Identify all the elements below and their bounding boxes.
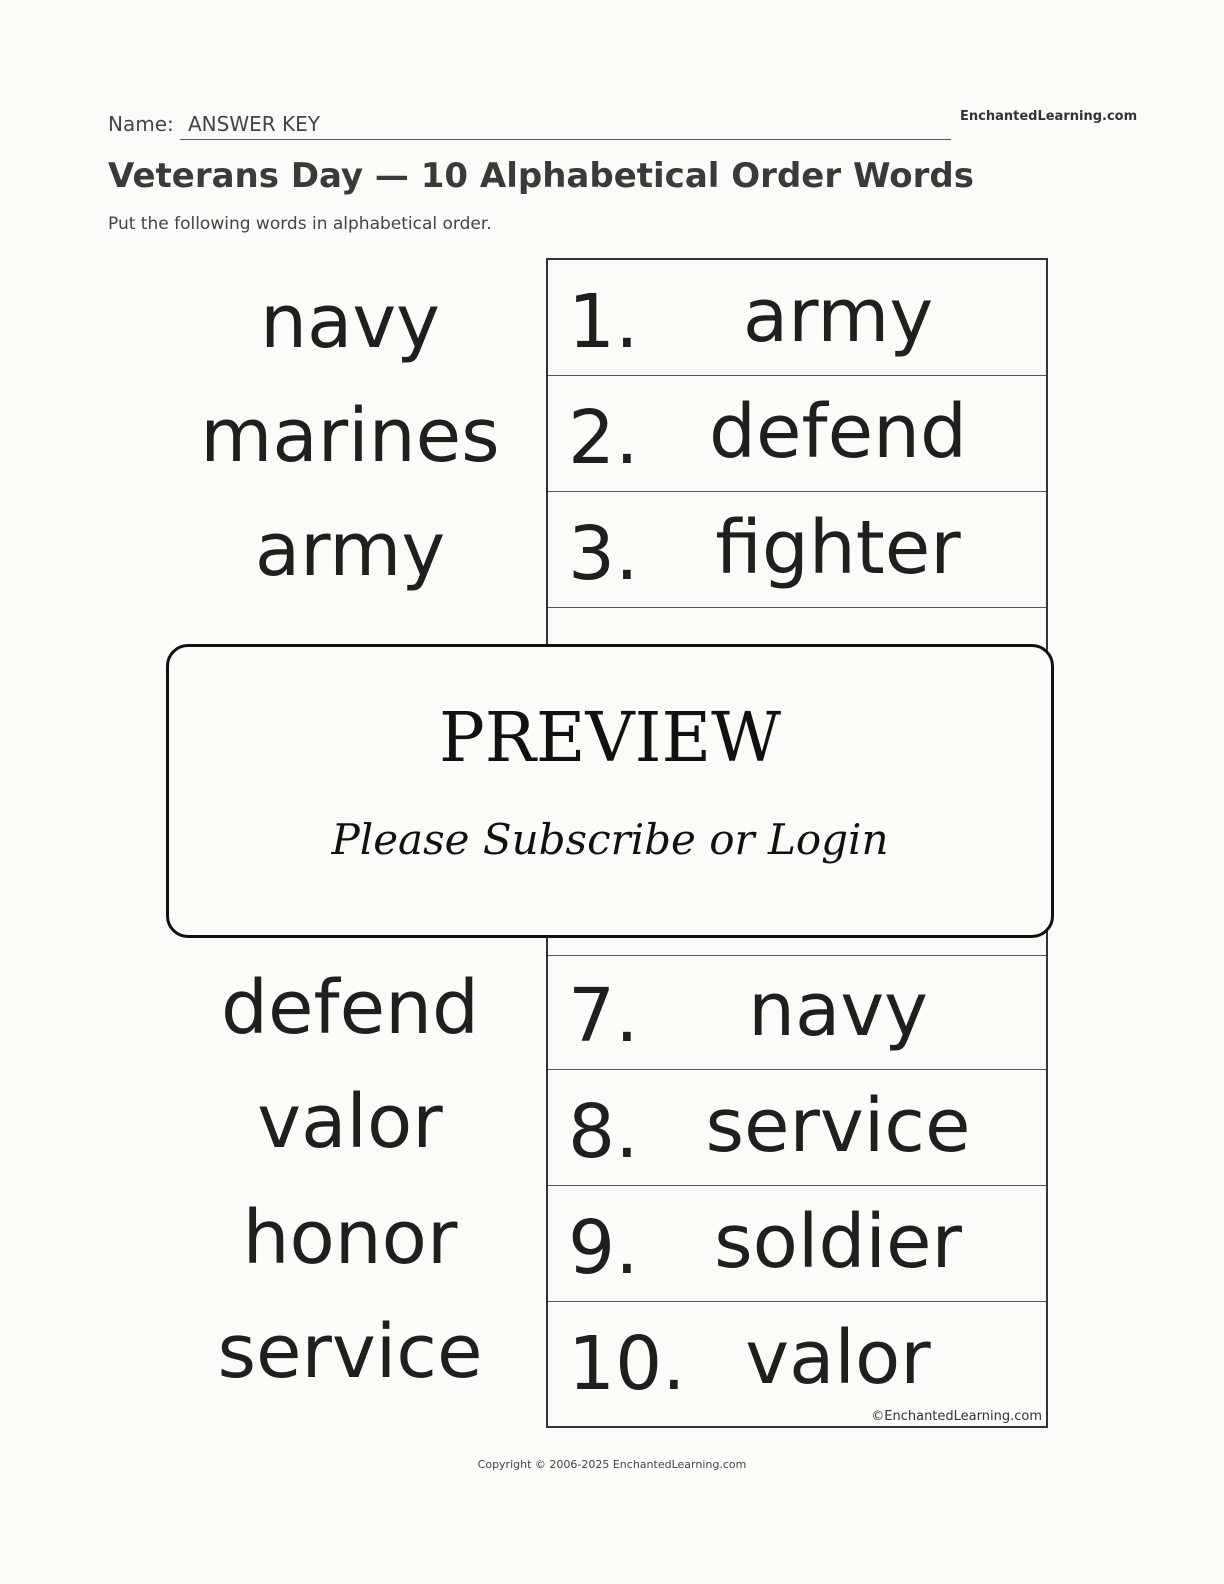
answer-row: [548, 1186, 1046, 1302]
left-word: honor: [242, 1195, 458, 1281]
answer-number: 1.: [568, 279, 639, 365]
answer-number: 3.: [568, 511, 639, 597]
answer-number: 2.: [568, 395, 639, 481]
preview-overlay[interactable]: [166, 644, 1054, 938]
answer-word: valor: [745, 1315, 931, 1401]
answer-row: [548, 376, 1046, 492]
preview-title: PREVIEW: [438, 699, 782, 778]
answer-row: [548, 492, 1046, 608]
answer-word: navy: [748, 967, 928, 1053]
answer-word: soldier: [714, 1199, 962, 1285]
site-brand[interactable]: EnchantedLearning.com: [960, 109, 1138, 124]
subscribe-login-link[interactable]: Please Subscribe or Login: [331, 815, 889, 864]
left-word: service: [217, 1309, 483, 1395]
worksheet-title: Veterans Day — 10 Alphabetical Order Words: [108, 156, 974, 196]
answer-number: 10.: [568, 1321, 686, 1407]
answer-row: [548, 260, 1046, 376]
left-word: valor: [257, 1079, 443, 1165]
copyright-footer: Copyright © 2006-2025 EnchantedLearning.com: [477, 1458, 747, 1471]
answer-row: [548, 1070, 1046, 1186]
name-label: Name:: [108, 112, 174, 136]
answer-word: service: [705, 1083, 971, 1169]
left-word: defend: [221, 965, 479, 1051]
left-word: navy: [260, 279, 440, 365]
answer-row: [548, 954, 1046, 1070]
table-credit: ©EnchantedLearning.com: [871, 1409, 1042, 1424]
answer-number: 9.: [568, 1205, 639, 1291]
answer-number: 8.: [568, 1089, 639, 1175]
instructions: Put the following words in alphabetical order.: [108, 214, 492, 234]
left-word: army: [254, 507, 446, 593]
answer-number: 7.: [568, 973, 639, 1059]
name-value: ANSWER KEY: [188, 112, 320, 136]
answer-word: fighter: [715, 505, 961, 591]
left-word: marines: [200, 393, 500, 479]
answer-word: defend: [709, 389, 967, 475]
answer-word: army: [742, 273, 934, 359]
answer-row: [548, 1302, 1046, 1418]
